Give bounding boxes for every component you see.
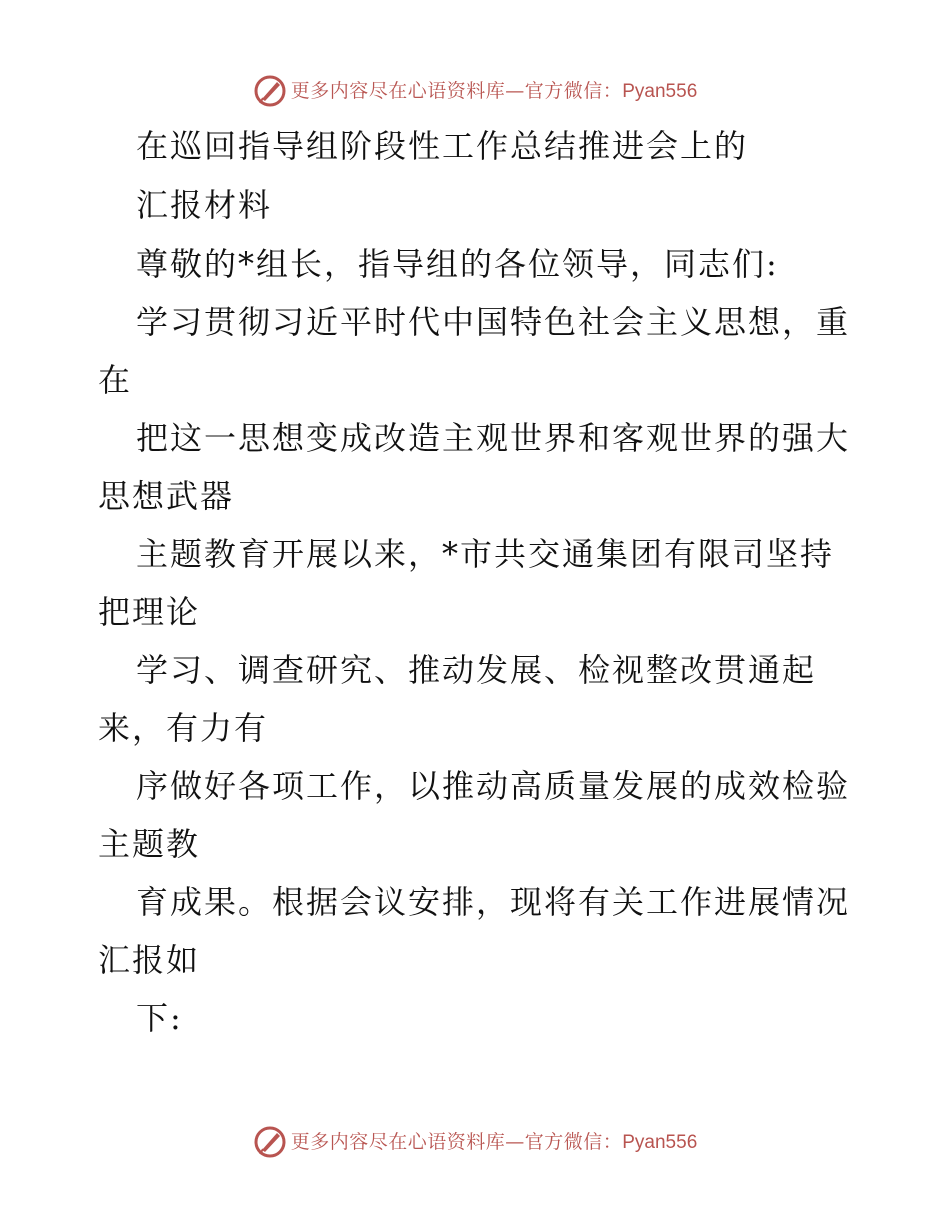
salutation: 尊敬的*组长，指导组的各位领导，同志们: — [136, 245, 779, 283]
body-line: 在 — [98, 361, 133, 399]
body-line: 下: — [136, 999, 183, 1037]
body-line: 思想武器 — [98, 477, 235, 515]
body-line: 汇报如 — [98, 941, 201, 979]
title-line-1: 在巡回指导组阶段性工作总结推进会上的 — [136, 127, 749, 165]
body-line: 学习贯彻习近平时代中国特色社会主义思想，重 — [136, 303, 851, 341]
body-line: 序做好各项工作，以推动高质量发展的成效检验 — [136, 767, 851, 805]
body-line: 学习、调查研究、推动发展、检视整改贯通起 — [136, 651, 817, 689]
quill-seal-icon — [253, 74, 287, 108]
quill-seal-icon — [253, 1125, 287, 1159]
body-line: 主题教 — [98, 825, 201, 863]
body-line: 把这一思想变成改造主观世界和客观世界的强大 — [136, 419, 851, 457]
body-line: 把理论 — [98, 593, 201, 631]
body-line: 主题教育开展以来，*市共交通集团有限司坚持 — [136, 535, 835, 573]
watermark-account: Pyan556 — [622, 1131, 698, 1153]
body-line: 来，有力有 — [98, 709, 269, 747]
watermark-account: Pyan556 — [622, 80, 698, 102]
title-line-2: 汇报材料 — [136, 186, 273, 224]
header-watermark — [0, 74, 950, 108]
footer-watermark — [0, 1125, 950, 1159]
body-line: 育成果。根据会议安排，现将有关工作进展情况 — [136, 883, 851, 921]
watermark-text: 更多内容尽在心语资料库—官方微信： — [290, 79, 623, 102]
watermark-text: 更多内容尽在心语资料库—官方微信： — [290, 1130, 623, 1153]
